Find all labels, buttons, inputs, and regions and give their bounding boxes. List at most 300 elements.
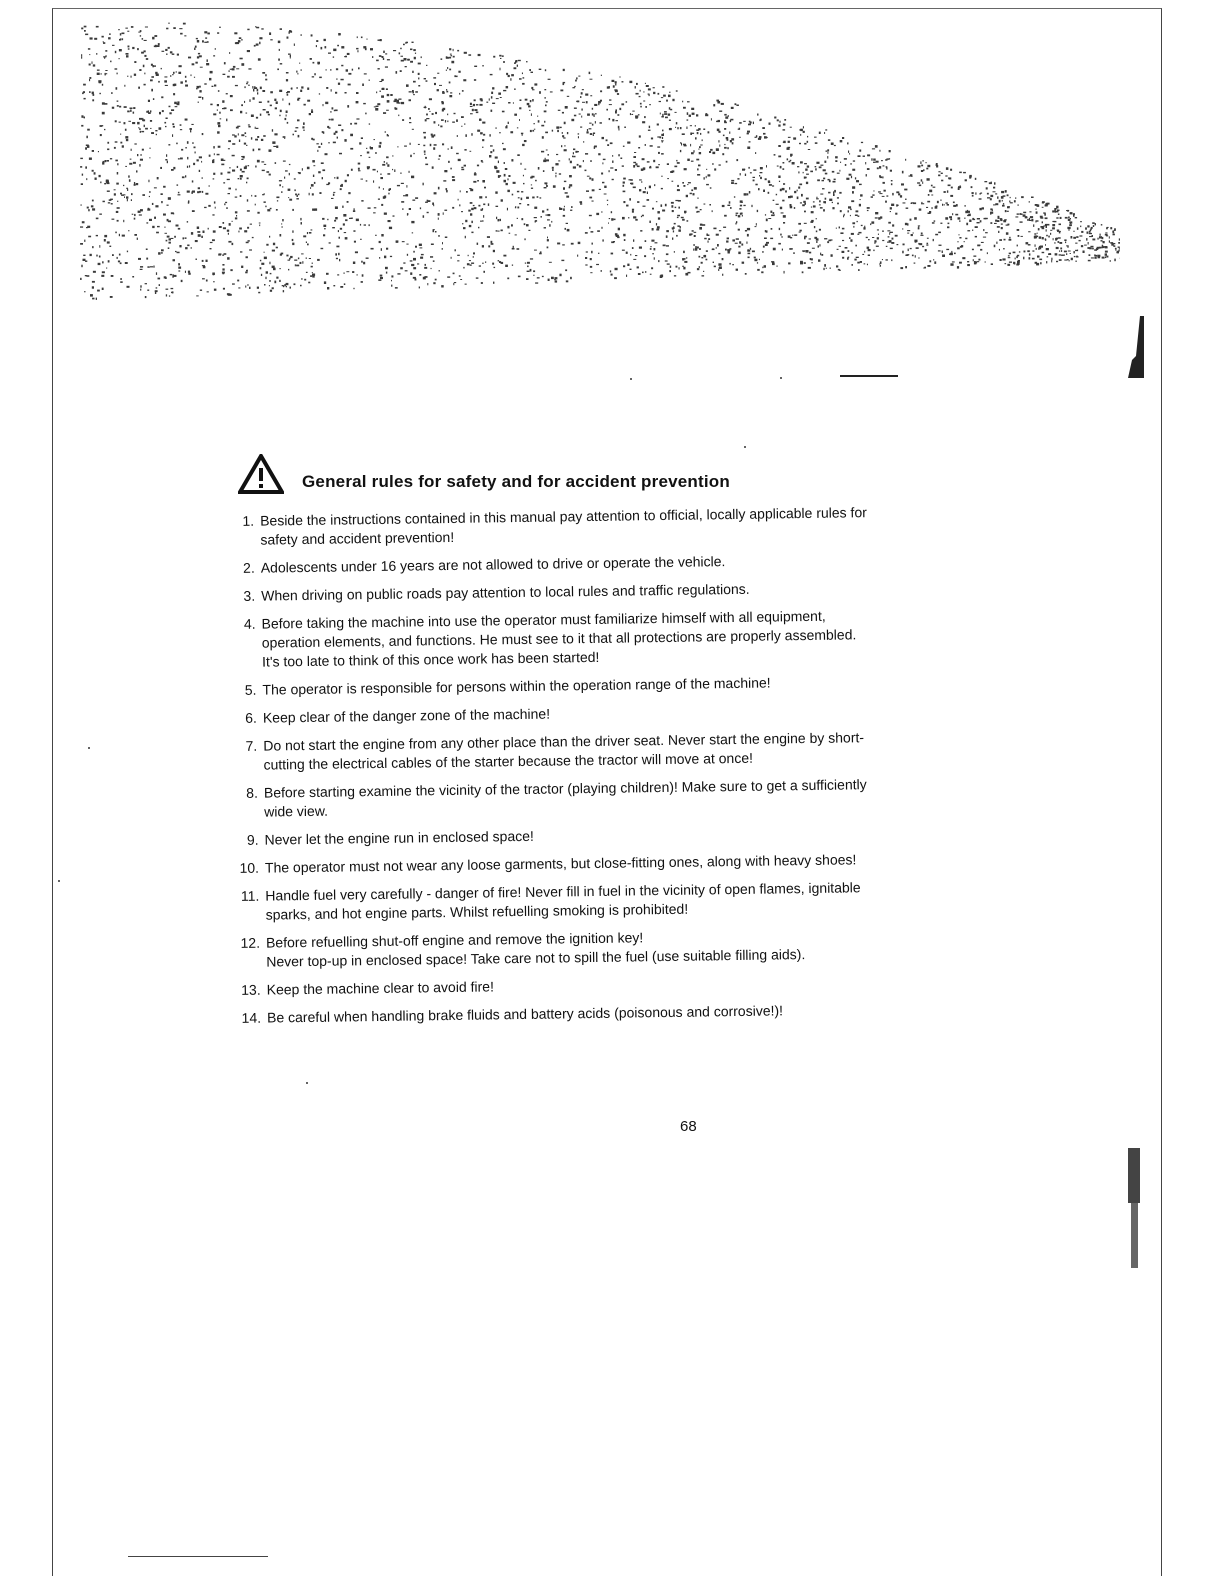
halftone-dot xyxy=(800,134,801,136)
halftone-dot xyxy=(333,56,334,57)
halftone-dot xyxy=(677,162,680,164)
halftone-dot xyxy=(620,158,622,160)
halftone-dot xyxy=(685,211,686,214)
halftone-dot xyxy=(939,245,942,246)
halftone-dot xyxy=(447,121,448,123)
halftone-dot xyxy=(837,249,839,250)
halftone-dot xyxy=(235,197,238,198)
halftone-dot xyxy=(300,262,302,264)
halftone-dot xyxy=(102,288,104,290)
halftone-dot xyxy=(1045,217,1048,219)
halftone-dot xyxy=(232,143,235,145)
halftone-dot xyxy=(686,195,688,197)
halftone-dot xyxy=(369,157,371,158)
halftone-dot xyxy=(890,248,893,249)
halftone-dot xyxy=(288,269,289,271)
halftone-dot xyxy=(257,212,259,214)
halftone-dot xyxy=(802,250,805,251)
halftone-dot xyxy=(453,283,454,285)
halftone-dot xyxy=(392,155,393,156)
halftone-dot xyxy=(117,172,119,175)
halftone-dot xyxy=(128,230,129,231)
halftone-dot xyxy=(522,134,523,136)
halftone-dot xyxy=(297,73,298,75)
halftone-dot xyxy=(444,210,447,211)
halftone-dot xyxy=(958,187,960,190)
halftone-dot xyxy=(218,125,221,127)
halftone-dot xyxy=(508,75,510,77)
halftone-dot xyxy=(173,167,175,169)
halftone-dot xyxy=(658,152,660,154)
halftone-dot xyxy=(803,126,804,128)
halftone-dot xyxy=(641,216,642,217)
halftone-dot xyxy=(227,179,230,180)
rule-item xyxy=(237,876,1027,925)
halftone-dot xyxy=(294,283,296,285)
halftone-dot xyxy=(654,248,656,250)
halftone-dot xyxy=(729,132,730,134)
halftone-dot xyxy=(139,164,140,167)
halftone-dot xyxy=(116,183,119,185)
halftone-dot xyxy=(269,280,271,282)
halftone-dot xyxy=(938,250,941,251)
halftone-dot xyxy=(600,100,602,102)
halftone-dot xyxy=(289,103,290,105)
halftone-dot xyxy=(258,292,260,294)
halftone-dot xyxy=(806,250,809,253)
halftone-dot xyxy=(201,161,202,163)
halftone-dot xyxy=(115,232,117,234)
halftone-dot xyxy=(356,101,359,103)
halftone-dot xyxy=(338,125,341,127)
halftone-dot xyxy=(709,151,711,153)
halftone-dot xyxy=(84,291,85,292)
halftone-dot xyxy=(544,97,546,98)
halftone-dot xyxy=(136,183,139,185)
halftone-dot xyxy=(215,48,216,50)
halftone-dot xyxy=(257,287,259,289)
halftone-dot xyxy=(332,227,335,228)
halftone-dot xyxy=(858,269,860,271)
halftone-dot xyxy=(310,187,311,189)
halftone-dot xyxy=(1038,228,1040,230)
halftone-dot xyxy=(165,85,168,86)
halftone-dot xyxy=(1073,251,1075,253)
halftone-dot xyxy=(852,191,854,194)
halftone-dot xyxy=(570,210,572,211)
halftone-dot xyxy=(344,232,346,233)
halftone-dot xyxy=(204,42,207,43)
halftone-dot xyxy=(343,273,345,274)
halftone-dot xyxy=(413,153,414,154)
halftone-dot xyxy=(722,153,724,155)
halftone-graphic xyxy=(80,10,1120,310)
halftone-dot xyxy=(144,73,145,75)
halftone-dot xyxy=(842,137,844,139)
halftone-dot xyxy=(972,249,974,251)
halftone-dot xyxy=(443,108,446,110)
halftone-dot xyxy=(226,93,228,94)
halftone-dot xyxy=(347,53,350,55)
halftone-dot xyxy=(358,67,360,69)
halftone-dot xyxy=(732,264,734,265)
halftone-dot xyxy=(105,55,106,57)
halftone-dot xyxy=(345,92,347,94)
halftone-dot xyxy=(1058,237,1061,238)
halftone-dot xyxy=(810,221,813,223)
halftone-dot xyxy=(682,133,685,135)
halftone-dot xyxy=(921,233,923,235)
halftone-dot xyxy=(279,268,280,269)
halftone-dot xyxy=(197,227,199,230)
halftone-dot xyxy=(934,261,936,264)
halftone-dot xyxy=(88,236,91,238)
halftone-dot xyxy=(429,98,432,100)
halftone-dot xyxy=(482,139,484,141)
halftone-dot xyxy=(1015,197,1016,198)
halftone-dot xyxy=(289,164,291,165)
halftone-dot xyxy=(642,121,645,123)
halftone-dot xyxy=(1017,229,1020,231)
halftone-dot xyxy=(140,289,141,291)
halftone-dot xyxy=(657,211,660,213)
halftone-dot xyxy=(544,227,546,228)
halftone-dot xyxy=(133,162,136,164)
halftone-dot xyxy=(449,57,451,59)
halftone-dot xyxy=(117,105,119,107)
halftone-dot xyxy=(1042,221,1043,223)
halftone-dot xyxy=(895,235,898,237)
halftone-dot xyxy=(637,266,639,268)
halftone-dot xyxy=(517,65,518,67)
halftone-dot xyxy=(131,76,132,78)
halftone-dot xyxy=(309,232,312,234)
rule-text: When driving on public roads pay attention to local rules and traffic regulations. xyxy=(261,580,750,604)
halftone-dot xyxy=(977,245,980,247)
halftone-dot xyxy=(117,257,118,259)
halftone-dot xyxy=(246,182,247,184)
halftone-dot xyxy=(105,160,107,162)
halftone-dot xyxy=(658,93,660,95)
halftone-dot xyxy=(947,226,949,228)
halftone-dot xyxy=(586,101,588,103)
halftone-dot xyxy=(319,77,322,79)
halftone-dot xyxy=(964,241,965,242)
halftone-dot xyxy=(351,218,354,219)
halftone-dot xyxy=(871,196,873,198)
halftone-dot xyxy=(563,82,566,83)
halftone-dot xyxy=(447,114,448,116)
halftone-dot xyxy=(108,37,111,39)
halftone-dot xyxy=(636,83,638,85)
halftone-dot xyxy=(527,262,530,264)
halftone-dot xyxy=(181,280,183,282)
halftone-dot xyxy=(104,235,107,237)
halftone-dot xyxy=(483,134,485,136)
halftone-dot xyxy=(446,190,448,192)
halftone-dot xyxy=(187,157,188,160)
halftone-dot xyxy=(819,132,821,134)
halftone-dot xyxy=(557,243,560,245)
halftone-dot xyxy=(312,276,314,278)
halftone-dot xyxy=(777,166,779,167)
halftone-dot xyxy=(222,100,224,103)
halftone-dot xyxy=(127,199,128,202)
halftone-dot xyxy=(690,193,692,195)
halftone-dot xyxy=(185,147,186,149)
halftone-dot xyxy=(435,279,437,281)
halftone-dot xyxy=(831,143,834,146)
halftone-dot xyxy=(550,91,553,92)
halftone-dot xyxy=(109,33,111,35)
halftone-dot xyxy=(945,175,947,176)
halftone-dot xyxy=(148,112,151,114)
halftone-dot xyxy=(222,108,225,109)
halftone-dot xyxy=(987,193,989,195)
halftone-dot xyxy=(676,122,678,124)
halftone-dot xyxy=(771,215,774,217)
halftone-dot xyxy=(92,208,95,210)
halftone-dot xyxy=(1110,260,1111,262)
halftone-dot xyxy=(798,187,800,189)
halftone-dot xyxy=(129,163,132,165)
halftone-dot xyxy=(1001,196,1004,199)
halftone-dot xyxy=(387,100,390,103)
halftone-dot xyxy=(900,195,902,197)
halftone-dot xyxy=(649,221,651,223)
halftone-dot xyxy=(727,205,730,206)
halftone-dot xyxy=(115,51,117,53)
halftone-dot xyxy=(624,127,626,129)
halftone-dot xyxy=(337,137,338,139)
halftone-dot xyxy=(632,247,634,249)
halftone-dot xyxy=(131,193,133,195)
halftone-dot xyxy=(1039,236,1042,238)
halftone-dot xyxy=(802,271,804,273)
halftone-dot xyxy=(517,191,519,193)
halftone-dot xyxy=(1014,200,1016,202)
halftone-dot xyxy=(172,276,173,278)
halftone-dot xyxy=(413,49,416,51)
halftone-dot xyxy=(350,134,353,137)
halftone-dot xyxy=(518,197,520,198)
halftone-dot xyxy=(580,201,583,203)
halftone-dot xyxy=(303,235,306,237)
halftone-dot xyxy=(638,147,640,149)
halftone-dot xyxy=(867,154,870,156)
halftone-dot xyxy=(1015,258,1016,260)
halftone-dot xyxy=(341,79,344,81)
halftone-dot xyxy=(1046,229,1047,231)
halftone-dot xyxy=(391,280,392,281)
halftone-dot xyxy=(413,251,415,253)
halftone-dot xyxy=(302,261,303,264)
halftone-dot xyxy=(415,278,417,280)
halftone-dot xyxy=(555,175,556,178)
halftone-dot xyxy=(304,104,306,106)
halftone-dot xyxy=(337,274,339,275)
halftone-dot xyxy=(1021,236,1023,237)
halftone-dot xyxy=(145,283,147,284)
halftone-dot xyxy=(387,134,388,136)
halftone-dot xyxy=(623,191,626,193)
halftone-dot xyxy=(736,269,738,271)
halftone-dot xyxy=(844,158,847,160)
halftone-dot xyxy=(119,58,120,59)
halftone-dot xyxy=(668,114,670,116)
halftone-dot xyxy=(376,60,379,62)
halftone-dot xyxy=(886,259,888,260)
halftone-dot xyxy=(1028,244,1031,245)
halftone-dot xyxy=(914,217,917,220)
halftone-dot xyxy=(433,260,435,262)
halftone-dot xyxy=(347,174,349,176)
halftone-dot xyxy=(401,201,404,203)
halftone-dot xyxy=(415,91,418,93)
halftone-dot xyxy=(107,160,109,162)
rule-text: Handle fuel very carefully - danger of fire! Never fill in fuel in the vicinity of open flames, ignitable sparks, and hot engine parts. Whilst refuelling smoking is prohibited! xyxy=(265,879,861,923)
halftone-dot xyxy=(911,203,913,204)
halftone-dot xyxy=(173,72,175,74)
halftone-dot xyxy=(90,294,93,297)
halftone-dot xyxy=(1097,255,1100,257)
halftone-dot xyxy=(262,170,265,171)
halftone-dot xyxy=(128,48,130,49)
halftone-dot xyxy=(1067,227,1070,229)
halftone-dot xyxy=(825,198,827,200)
halftone-dot xyxy=(691,189,693,191)
halftone-dot xyxy=(214,201,216,203)
halftone-dot xyxy=(164,122,166,124)
halftone-dot xyxy=(480,132,483,134)
halftone-dot xyxy=(918,258,920,259)
halftone-dot xyxy=(272,250,275,252)
halftone-dot xyxy=(687,184,688,185)
halftone-dot xyxy=(1048,236,1050,238)
halftone-dot xyxy=(251,137,252,139)
halftone-dot xyxy=(957,266,959,269)
halftone-dot xyxy=(370,48,373,50)
halftone-dot xyxy=(879,193,882,194)
halftone-dot xyxy=(166,294,167,296)
halftone-dot xyxy=(564,145,566,146)
halftone-dot xyxy=(442,102,444,104)
halftone-dot xyxy=(1003,203,1004,205)
halftone-dot xyxy=(567,132,568,134)
halftone-dot xyxy=(860,261,862,263)
halftone-dot xyxy=(639,96,641,97)
halftone-dot xyxy=(810,171,813,173)
halftone-dot xyxy=(381,204,383,206)
halftone-dot xyxy=(257,27,260,28)
halftone-dot xyxy=(392,169,393,170)
halftone-dot xyxy=(302,126,304,128)
halftone-dot xyxy=(819,204,821,205)
halftone-dot xyxy=(852,169,855,171)
halftone-dot xyxy=(245,286,246,288)
halftone-dot xyxy=(247,199,248,201)
halftone-dot xyxy=(236,42,239,44)
halftone-dot xyxy=(255,139,258,141)
halftone-dot xyxy=(340,185,343,187)
halftone-dot xyxy=(647,161,650,162)
halftone-dot xyxy=(577,164,579,166)
halftone-dot xyxy=(183,237,185,239)
halftone-dot xyxy=(823,268,824,270)
halftone-dot xyxy=(779,181,780,182)
halftone-dot xyxy=(185,175,186,177)
halftone-dot xyxy=(96,26,99,28)
halftone-dot xyxy=(107,149,109,151)
halftone-dot xyxy=(85,275,87,276)
halftone-dot xyxy=(818,245,820,247)
halftone-dot xyxy=(127,251,128,253)
halftone-dot xyxy=(384,256,386,259)
halftone-dot xyxy=(771,261,774,262)
halftone-dot xyxy=(147,209,150,211)
halftone-dot xyxy=(452,207,454,209)
halftone-dot xyxy=(202,133,204,135)
halftone-dot xyxy=(581,92,583,94)
halftone-dot xyxy=(607,204,608,205)
halftone-dot xyxy=(137,154,138,156)
halftone-dot xyxy=(765,244,768,246)
halftone-dot xyxy=(592,243,593,245)
halftone-dot xyxy=(643,167,646,169)
halftone-dot xyxy=(764,238,767,240)
halftone-dot xyxy=(1032,258,1035,260)
halftone-dot xyxy=(250,224,252,225)
halftone-dot xyxy=(736,105,739,107)
halftone-dot xyxy=(403,195,406,196)
halftone-dot xyxy=(119,106,121,108)
halftone-dot xyxy=(927,178,930,181)
halftone-dot xyxy=(587,176,590,177)
halftone-dot xyxy=(891,180,893,181)
halftone-dot xyxy=(581,116,582,118)
halftone-dot xyxy=(267,101,269,103)
halftone-dot xyxy=(732,239,735,241)
halftone-dot xyxy=(755,184,757,186)
halftone-dot xyxy=(212,160,214,163)
halftone-dot xyxy=(241,39,243,40)
halftone-dot xyxy=(656,201,658,202)
halftone-dot xyxy=(889,150,891,152)
halftone-dot xyxy=(677,127,678,129)
halftone-dot xyxy=(428,108,430,110)
halftone-dot xyxy=(387,59,390,60)
halftone-dot xyxy=(240,178,242,180)
halftone-dot xyxy=(119,49,122,51)
halftone-dot xyxy=(740,213,742,215)
halftone-dot xyxy=(255,195,257,197)
halftone-dot xyxy=(513,182,516,184)
rule-text: Be careful when handling brake fluids and battery acids (poisonous and corrosive!)! xyxy=(266,1002,784,1026)
halftone-dot xyxy=(602,162,603,164)
halftone-dot xyxy=(217,122,220,125)
halftone-dot xyxy=(126,139,128,141)
halftone-dot xyxy=(592,124,594,126)
halftone-dot xyxy=(433,230,435,232)
halftone-dot xyxy=(534,217,537,218)
halftone-dot xyxy=(560,90,563,92)
halftone-dot xyxy=(1067,259,1069,260)
halftone-dot xyxy=(630,113,631,115)
halftone-dot xyxy=(1029,218,1030,220)
halftone-dot xyxy=(407,254,408,256)
halftone-dot xyxy=(902,228,903,229)
halftone-dot xyxy=(1018,204,1019,205)
